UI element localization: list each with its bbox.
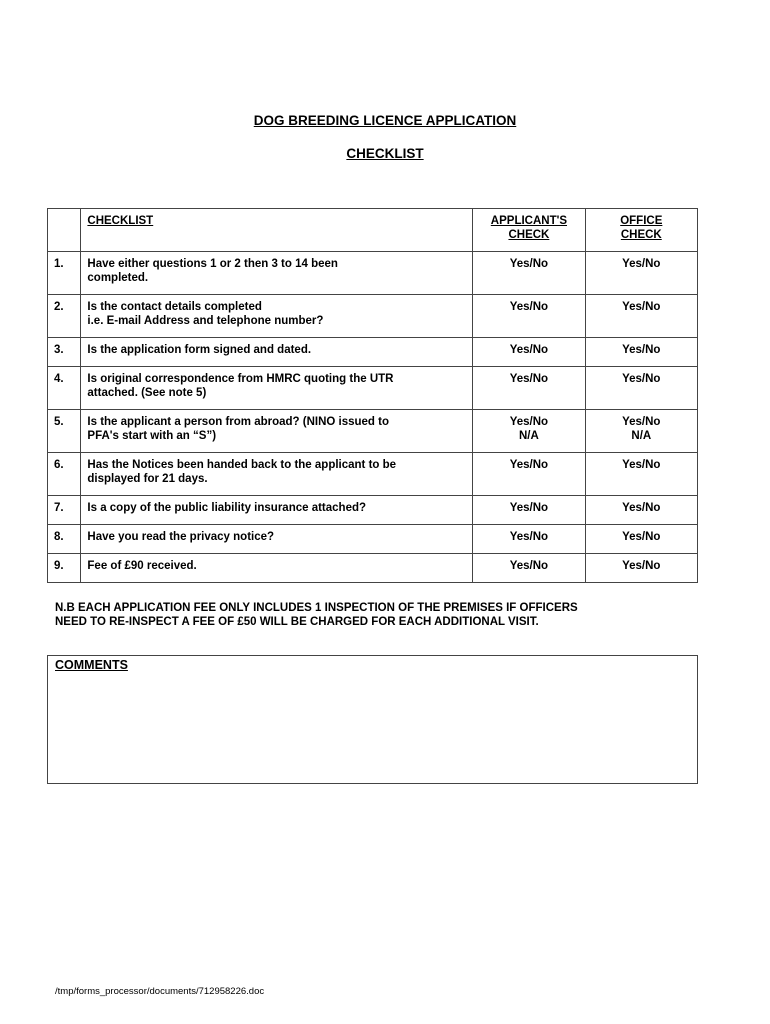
row-question (81, 496, 473, 525)
document-subtitle: CHECKLIST (346, 146, 424, 161)
row-question (81, 410, 473, 453)
applicant-check-cell[interactable] (473, 295, 585, 338)
row-question-line1: Have either questions 1 or 2 then 3 to 14 been (87, 258, 338, 270)
office-check-value: Yes/No (622, 373, 661, 385)
header-checklist: CHECKLIST (81, 209, 473, 252)
table-row (48, 338, 698, 367)
table-row (48, 525, 698, 554)
header-applicants-check-line2: CHECK (508, 229, 550, 241)
office-check-value: Yes/No (622, 344, 661, 356)
table-row (48, 554, 698, 583)
office-check-value: Yes/No (622, 560, 661, 572)
row-question-line1: Is a copy of the public liability insurance attached? (87, 502, 367, 514)
office-check-value-alt: N/A (631, 430, 652, 442)
table-header-row (48, 209, 698, 252)
applicant-check-value: Yes/No (509, 373, 549, 385)
row-question-line2: displayed for 21 days. (87, 473, 208, 485)
header-number-cell (48, 209, 81, 252)
applicant-check-value: Yes/No (509, 560, 549, 572)
row-question (81, 453, 473, 496)
row-number: 2. (48, 295, 81, 338)
checklist-table (47, 208, 698, 583)
row-question-line1: Is the application form signed and dated. (87, 344, 312, 356)
applicant-check-value-alt: N/A (519, 430, 539, 442)
office-check-value: Yes/No (622, 301, 661, 313)
fee-notice-line2: NEED TO RE-INSPECT A FEE OF £50 WILL BE CHARGED FOR EACH ADDITIONAL VISIT. (55, 616, 539, 628)
applicant-check-value: Yes/No (509, 301, 549, 313)
applicant-check-value: Yes/No (509, 531, 549, 543)
row-question-line2: completed. (87, 272, 149, 284)
row-question-line1: Is the applicant a person from abroad? (NINO issued to (87, 416, 390, 428)
applicant-check-cell[interactable] (473, 453, 585, 496)
office-check-value: Yes/No (622, 459, 661, 471)
comments-field[interactable] (47, 655, 698, 784)
office-check-cell[interactable] (585, 525, 697, 554)
applicant-check-cell[interactable] (473, 338, 585, 367)
applicant-check-cell[interactable] (473, 410, 585, 453)
row-question-line2: PFA's start with an “S”) (87, 430, 217, 442)
header-applicants-check-line1: APPLICANT'S (490, 215, 568, 227)
table-row (48, 252, 698, 295)
office-check-cell[interactable] (585, 367, 697, 410)
header-office-check-line1: OFFICE (620, 215, 663, 227)
office-check-value: Yes/No (622, 531, 661, 543)
row-number: 3. (48, 338, 81, 367)
office-check-value: Yes/No (622, 416, 661, 428)
office-check-cell[interactable] (585, 410, 697, 453)
checklist-rows (48, 252, 698, 583)
row-number: 5. (48, 410, 81, 453)
header-office-check-line2: CHECK (620, 229, 662, 241)
row-number: 6. (48, 453, 81, 496)
row-number: 4. (48, 367, 81, 410)
table-row (48, 453, 698, 496)
row-question (81, 367, 473, 410)
applicant-check-value: Yes/No (509, 344, 549, 356)
applicant-check-value: Yes/No (509, 459, 549, 471)
document-title: DOG BREEDING LICENCE APPLICATION (253, 113, 517, 128)
table-row (48, 295, 698, 338)
header-applicants-check (473, 209, 585, 252)
applicant-check-value: Yes/No (509, 416, 549, 428)
row-number: 8. (48, 525, 81, 554)
row-question (81, 525, 473, 554)
row-question-line1: Is the contact details completed (87, 301, 262, 313)
applicant-check-cell[interactable] (473, 252, 585, 295)
footer-file-path: /tmp/forms_processor/documents/712958226.doc (55, 986, 265, 997)
applicant-check-cell[interactable] (473, 496, 585, 525)
office-check-cell[interactable] (585, 453, 697, 496)
comments-label: COMMENTS (55, 658, 128, 672)
row-question-line1: Have you read the privacy notice? (87, 531, 275, 543)
row-number: 1. (48, 252, 81, 295)
table-row (48, 367, 698, 410)
office-check-value: Yes/No (622, 502, 661, 514)
table-row (48, 496, 698, 525)
row-question (81, 554, 473, 583)
applicant-check-cell[interactable] (473, 525, 585, 554)
office-check-cell[interactable] (585, 338, 697, 367)
applicant-check-value: Yes/No (509, 502, 549, 514)
table-row (48, 410, 698, 453)
fee-notice (55, 601, 690, 629)
office-check-cell[interactable] (585, 252, 697, 295)
row-question-line1: Is original correspondence from HMRC quoting the UTR (87, 373, 394, 385)
row-number: 9. (48, 554, 81, 583)
row-question (81, 338, 473, 367)
applicant-check-value: Yes/No (509, 258, 549, 270)
fee-notice-line1: N.B EACH APPLICATION FEE ONLY INCLUDES 1 INSPECTION OF THE PREMISES IF OFFICERS (55, 602, 578, 614)
row-question (81, 295, 473, 338)
office-check-cell[interactable] (585, 496, 697, 525)
office-check-cell[interactable] (585, 554, 697, 583)
office-check-value: Yes/No (622, 258, 661, 270)
header-office-check (585, 209, 697, 252)
row-question-line1: Fee of £90 received. (87, 560, 197, 572)
office-check-cell[interactable] (585, 295, 697, 338)
row-question-line2: i.e. E-mail Address and telephone number? (87, 315, 324, 327)
applicant-check-cell[interactable] (473, 554, 585, 583)
row-question (81, 252, 473, 295)
row-question-line2: attached. (See note 5) (87, 387, 207, 399)
applicant-check-cell[interactable] (473, 367, 585, 410)
row-question-line1: Has the Notices been handed back to the applicant to be (87, 459, 397, 471)
row-number: 7. (48, 496, 81, 525)
